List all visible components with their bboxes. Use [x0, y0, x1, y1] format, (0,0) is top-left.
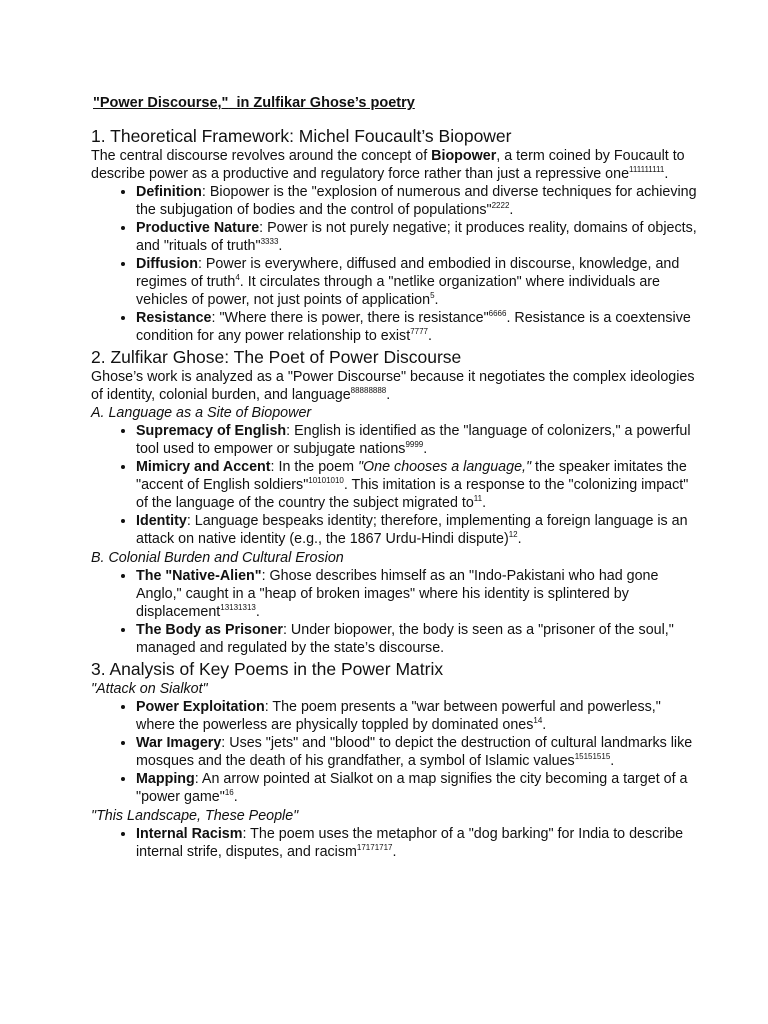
title-quoted: "Power Discourse," [93, 95, 229, 111]
poem-2-list [91, 825, 698, 861]
section-1-intro: The central discourse revolves around the concept of Biopower, a term coined by Foucault to describe power as a productive and regulatory force rather than just a repressive one$^{111111111}$. [91, 148, 685, 182]
list-item: • War Imagery: Uses "jets" and "blood" to depict the destruction of cultural landmarks like mosques and the death of his grandfather, a symbol of Islamic values$^{15151515}$. [136, 734, 698, 770]
section-2-intro: Ghose’s work is analyzed as a "Power Discourse" because it negotiates the complex ideologies of identity, colonial burden, and language$^{88888888}$. [91, 369, 695, 403]
subsection-a-heading: A. Language as a Site of Biopower [91, 405, 312, 421]
list-item: • Mapping: An arrow pointed at Sialkot on a map signifies the city becoming a target of a "power game"$^{16}$. [136, 770, 698, 806]
section-1-list [91, 183, 698, 345]
list-item: • Resistance: "Where there is power, there is resistance"$^{6666}$. Resistance is a coextensive condition for any power relationship to exist$^{7777}$. [136, 309, 698, 345]
list-item: • Productive Nature: Power is not purely negative; it produces reality, domains of objects, and "rituals of truth"$^{3333}$. [136, 219, 698, 255]
title-rest: in Zulfikar Ghose’s poetry [228, 95, 415, 111]
document-title [93, 93, 698, 113]
list-item: • Diffusion: Power is everywhere, diffused and embodied in discourse, knowledge, and regimes of truth$^4$. It circulates through a "netlike organization" where individuals are vehicles of power, not just points of application$^5$. [136, 255, 698, 309]
list-item: • Definition: Biopower is the "explosion of numerous and diverse techniques for achieving the subjugation of bodies and the control of populations"$^{2222}$. [136, 183, 698, 219]
section-1-heading: 1. Theoretical Framework: Michel Foucault’s Biopower [91, 126, 512, 146]
subsection-b-heading: B. Colonial Burden and Cultural Erosion [91, 550, 344, 566]
list-item: • Mimicry and Accent: In the poem "One chooses a language," the speaker imitates the "accent of English soldiers"$^{10101010}$. This imitation is a response to the "colonizing impact" of the language of the country the subject migrated $to^{11}$. [136, 458, 698, 512]
section-3-heading: 3. Analysis of Key Poems in the Power Matrix [91, 659, 444, 679]
poem-1-list [91, 698, 698, 806]
list-item: • Supremacy of English: English is identified as the "language of colonizers," a powerful tool used to empower or subjugate nations$^{9999}$. [136, 422, 698, 458]
section-2-heading: 2. Zulfikar Ghose: The Poet of Power Discourse [91, 347, 462, 367]
list-item: • Internal Racism: The poem uses the metaphor of a "dog barking" for India to describe internal strife, disputes, and racism$^{17171717}$. [136, 825, 698, 861]
poem-2-heading: "This Landscape, These People" [91, 808, 299, 824]
list-item: • Power Exploitation: The poem presents a "war between powerful and powerless," where the powerless are physically toppled by dominated ones$^{14}$. [136, 698, 698, 734]
list-item: • Identity: Language bespeaks identity; therefore, implementing a foreign language is an attack on native identity (e.g., the 1867 Urdu-Hindi dispute)$^{12}$. [136, 512, 698, 548]
list-item: • The "Native-Alien": Ghose describes himself as an "Indo-Pakistani who had gone Anglo," caught in a "heap of broken images" where his identity is splintered by displacement$^{13131313}$. [136, 567, 698, 621]
list-item: • The Body as Prisoner: Under biopower, the body is seen as a "prisoner of the soul," managed and regulated by the state’s discourse. [136, 621, 698, 657]
subsection-a-list [91, 422, 698, 548]
poem-1-heading: "Attack on Sialkot" [91, 681, 208, 697]
subsection-b-list [91, 567, 698, 657]
